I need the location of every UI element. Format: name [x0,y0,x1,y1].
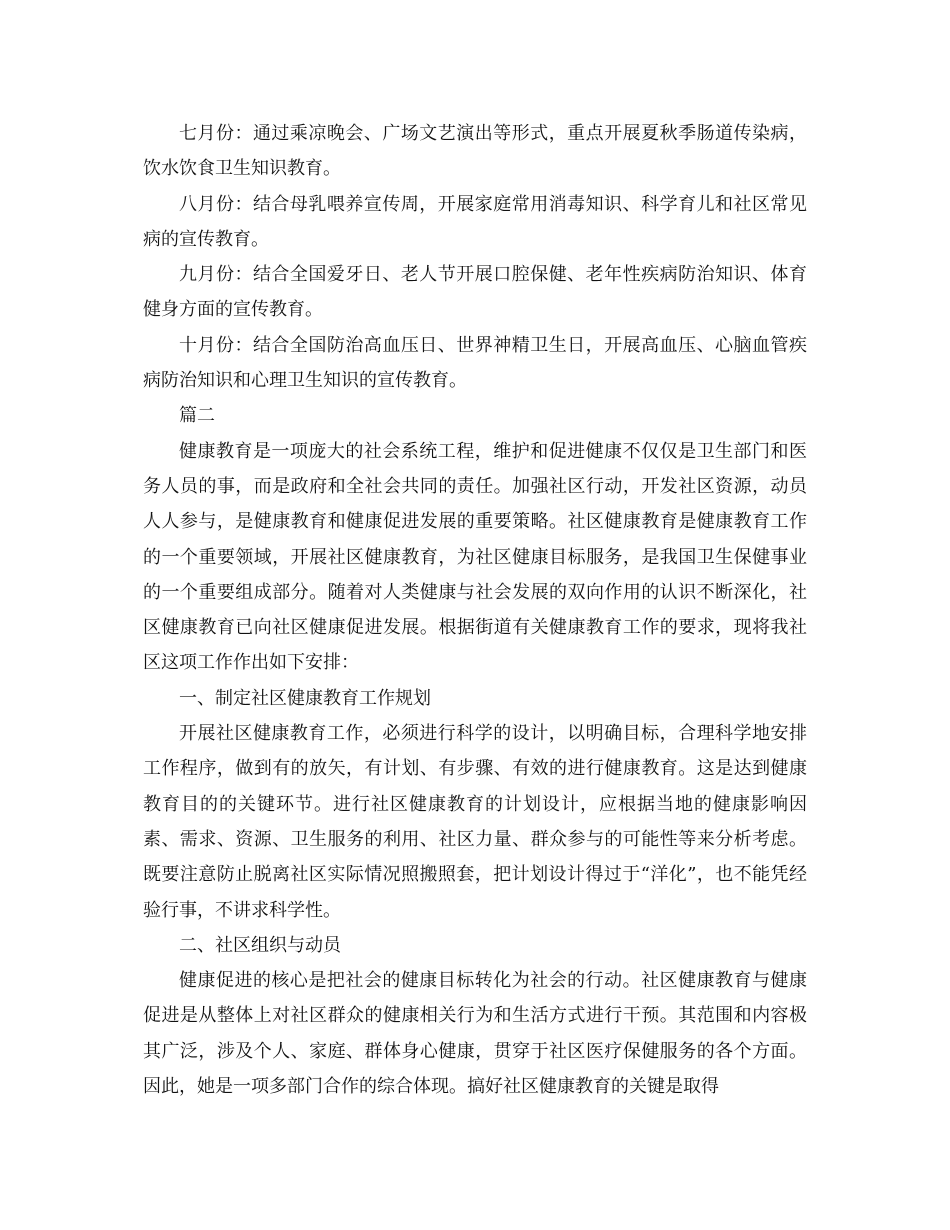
section-heading-organization: 二、社区组织与动员 [179,934,341,956]
document-body [143,116,807,1104]
paragraph-august: 八月份：结合母乳喂养宣传周，开展家庭常用消毒知识、科学育儿和社区常见病的宣传教育。 [143,193,807,250]
paragraph-planning: 开展社区健康教育工作，必须进行科学的设计，以明确目标，合理科学地安排工作程序，做到有的放矢，有计划、有步骤、有效的进行健康教育。这是达到健康教育目的的关键环节。进行社区健康教育的计划设计，应根据当地的健康影响因素、需求、资源、卫生服务的利用、社区力量、群众参与的可能性等来分析考虑。既要注意防止脱离社区实际情况照搬照套，把计划设计得过于“洋化”，也不能凭经验行事，不讲求科学性。 [143,723,807,921]
section-heading-part-two: 篇二 [179,405,215,427]
paragraph-september: 九月份：结合全国爱牙日、老人节开展口腔保健、老年性疾病防治知识、体育健身方面的宣传教育。 [143,264,807,321]
paragraph-october: 十月份：结合全国防治高血压日、世界神精卫生日，开展高血压、心脑血管疾病防治知识和心理卫生知识的宣传教育。 [143,334,807,392]
paragraph-july: 七月份：通过乘凉晚会、广场文艺演出等形式，重点开展夏秋季肠道传染病，饮水饮食卫生知识教育。 [143,123,807,180]
section-heading-planning: 一、制定社区健康教育工作规划 [179,687,431,709]
paragraph-intro: 健康教育是一项庞大的社会系统工程，维护和促进健康不仅仅是卫生部门和医务人员的事，而是政府和全社会共同的责任。加强社区行动，开发社区资源，动员人人参与，是健康教育和健康促进发展的重要策略。社区健康教育是健康教育工作的一个重要领域，开展社区健康教育，为社区健康目标服务，是我国卫生保健事业的一个重要组成部分。随着对人类健康与社会发展的双向作用的认识不断深化，社区健康教育已向社区健康促进发展。根据街道有关健康教育工作的要求，现将我社区这项工作作出如下安排： [143,440,807,674]
paragraph-organization: 健康促进的核心是把社会的健康目标转化为社会的行动。社区健康教育与健康促进是从整体上对社区群众的健康相关行为和生活方式进行干预。其范围和内容极其广泛，涉及个人、家庭、群体身心健康，贯穿于社区医疗保健服务的各个方面。因此，她是一项多部门合作的综合体现。搞好社区健康教育的关键是取得 [143,970,807,1098]
